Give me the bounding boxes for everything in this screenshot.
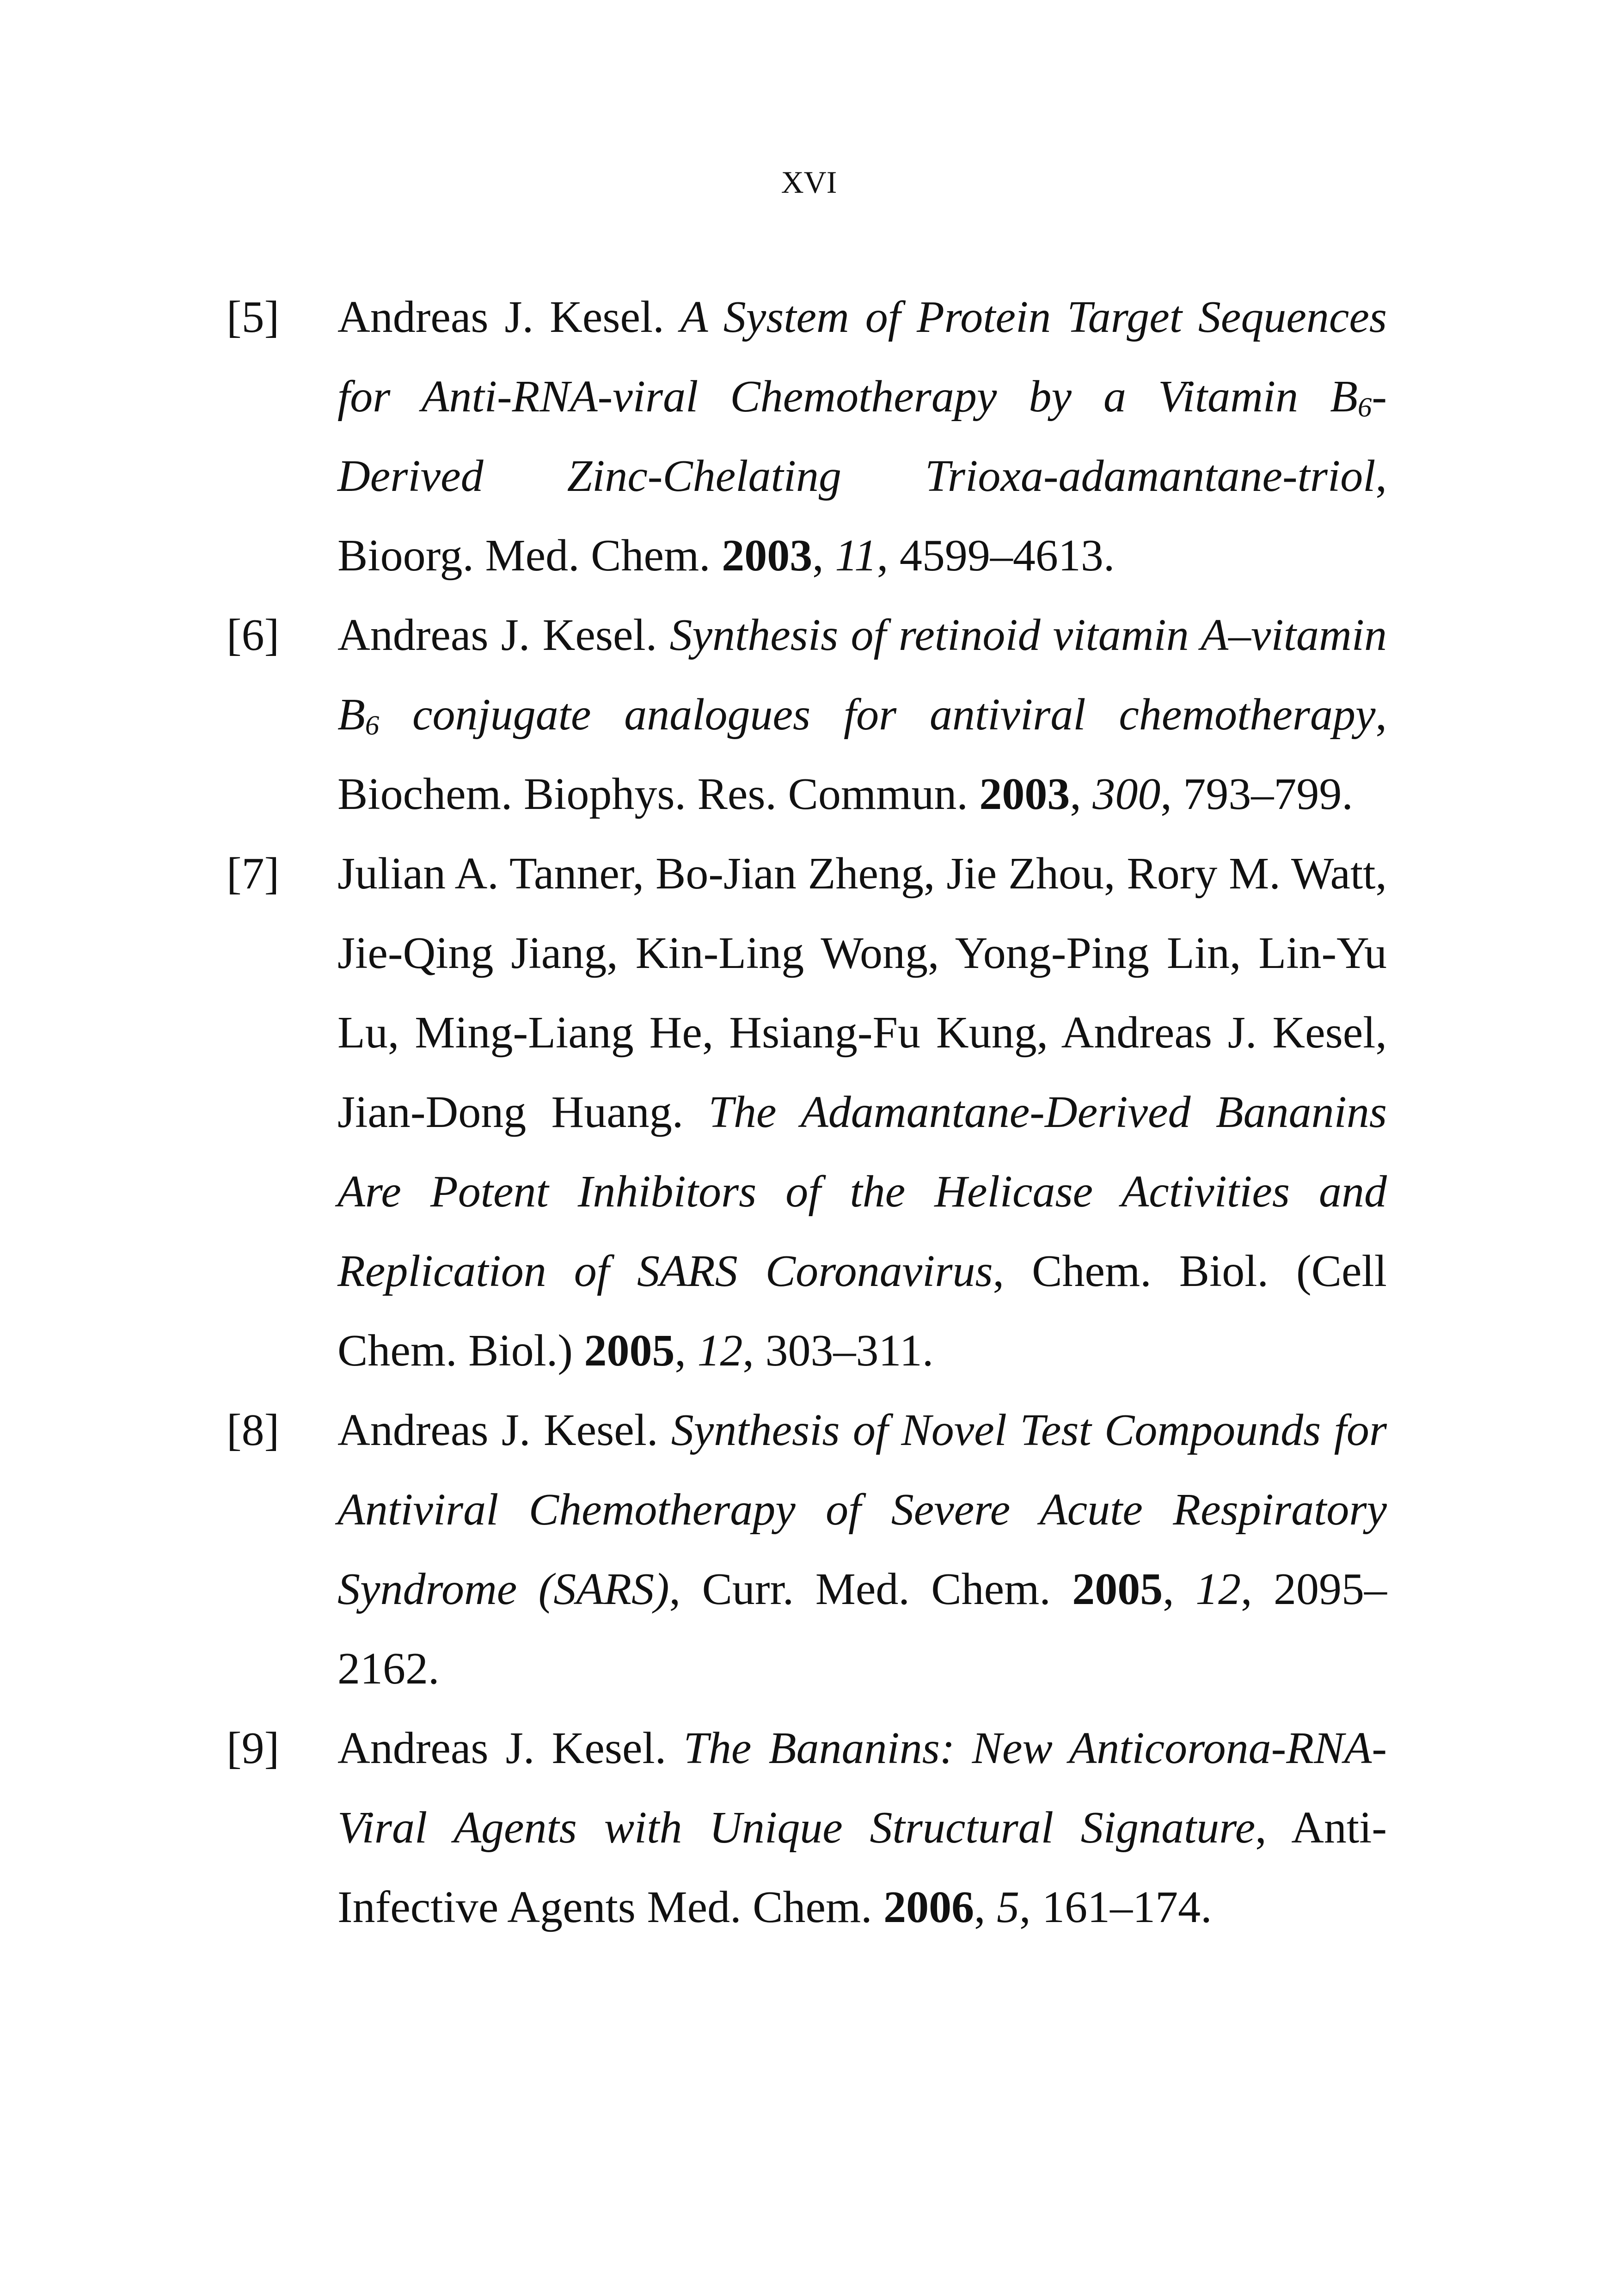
subscript: 6 [1357, 392, 1372, 423]
reference-list [227, 277, 1387, 1947]
reference-year: 2003 [979, 769, 1070, 819]
reference-journal: , Biochem. Biophys. Res. Commun. [337, 690, 1387, 819]
reference-9: [9] Andreas J. Kesel. The Bananins: New Anticorona-RNA-Viral Agents with Unique Structural Signature, Anti-Infective Agents Med. Chem. 2006, 5, 161–174. [227, 1708, 1387, 1947]
reference-year: 2005 [584, 1326, 675, 1376]
reference-authors: Julian A. Tanner, Bo-Jian Zheng, Jie Zhou, Rory M. Watt, Jie-Qing Jiang, Kin-Ling Wong, Yong-Ping Lin, Lin-Yu Lu, Ming-Liang He, Hsiang-Fu Kung, Andreas J. Kesel, Jian-Dong Huang. [337, 849, 1387, 1137]
reference-year: 2005 [1072, 1564, 1163, 1614]
subscript: 6 [365, 710, 380, 741]
reference-volume: 12 [697, 1326, 743, 1376]
reference-pages: , 161–174. [1019, 1882, 1212, 1932]
reference-label: [9] [227, 1723, 280, 1773]
reference-title: The Bananins: New Anticorona-RNA-Viral Agents with Unique Structural Signature [337, 1723, 1387, 1853]
reference-authors: Andreas J. Kesel. [337, 292, 664, 342]
reference-title: Synthesis of retinoid vitamin A–vitamin $B_6$ conjugate analogues for antiviral chemotherapy [337, 610, 1387, 741]
reference-year: 2006 [883, 1882, 974, 1932]
reference-title: A System of Protein Target Sequences for Anti-RNA-viral Chemotherapy by a Vitamin $B_6$-Derived Zinc-Chelating Trioxa-adamantane-triol [337, 292, 1387, 501]
reference-5: [5] Andreas J. Kesel. A System of Protein Target Sequences for Anti-RNA-viral Chemotherapy by a Vitamin $B_6$-Derived Zinc-Chelating Trioxa-adamantane-triol, Bioorg. Med. Chem. 2003, 11, 4599–4613. [227, 277, 1387, 595]
reference-journal: , Curr. Med. Chem. [669, 1564, 1073, 1614]
reference-journal: , Chem. Biol. (Cell Chem. Biol.) [337, 1246, 1387, 1376]
reference-6: [6] Andreas J. Kesel. Synthesis of retinoid vitamin A–vitamin $B_6$ conjugate analogues for antiviral chemotherapy, Biochem. Biophys. Res. Commun. 2003, 300, 793–799. [227, 595, 1387, 834]
reference-pages: , 793–799. [1160, 769, 1353, 819]
reference-8: [8] Andreas J. Kesel. Synthesis of Novel Test Compounds for Antiviral Chemotherapy of Severe Acute Respiratory Syndrome (SARS), Curr. Med. Chem. 2005, 12, 2095–2162. [227, 1390, 1387, 1708]
page-number: XVI [781, 165, 837, 200]
reference-authors: Andreas J. Kesel. [337, 1405, 658, 1455]
reference-volume: 12 [1195, 1564, 1241, 1614]
reference-year: 2003 [722, 531, 813, 581]
reference-7: [7] Julian A. Tanner, Bo-Jian Zheng, Jie Zhou, Rory M. Watt, Jie-Qing Jiang, Kin-Ling Wong, Yong-Ping Lin, Lin-Yu Lu, Ming-Liang He, Hsiang-Fu Kung, Andreas J. Kesel, Jian-Dong Huang. The Adamantane-Derived Bananins Are Potent Inhibitors of the Helicase Activities and Replication of SARS Coronavirus, Chem. Biol. (Cell Chem. Biol.) 2005, 12, 303–311. [227, 834, 1387, 1390]
reference-title: The Adamantane-Derived Bananins Are Potent Inhibitors of the Helicase Activities and Replication of SARS Coronavirus [337, 1087, 1387, 1296]
reference-volume: 11 [835, 531, 877, 581]
reference-authors: Andreas J. Kesel. [337, 1723, 667, 1773]
reference-label: [7] [227, 849, 280, 899]
reference-label: [6] [227, 610, 280, 660]
reference-pages: , 2095–2162. [337, 1564, 1387, 1694]
reference-volume: 5 [997, 1882, 1020, 1932]
reference-label: [8] [227, 1405, 280, 1455]
reference-journal: , Anti-Infective Agents Med. Chem. [337, 1803, 1387, 1932]
reference-pages: , 4599–4613. [876, 531, 1115, 581]
reference-pages: , 303–311. [742, 1326, 934, 1376]
reference-journal: , Bioorg. Med. Chem. [337, 451, 1387, 581]
reference-authors: Andreas J. Kesel. [337, 610, 657, 660]
reference-volume: 300 [1092, 769, 1161, 819]
reference-title: Synthesis of Novel Test Compounds for Antiviral Chemotherapy of Severe Acute Respiratory Syndrome (SARS) [337, 1405, 1387, 1614]
reference-label: [5] [227, 292, 280, 342]
